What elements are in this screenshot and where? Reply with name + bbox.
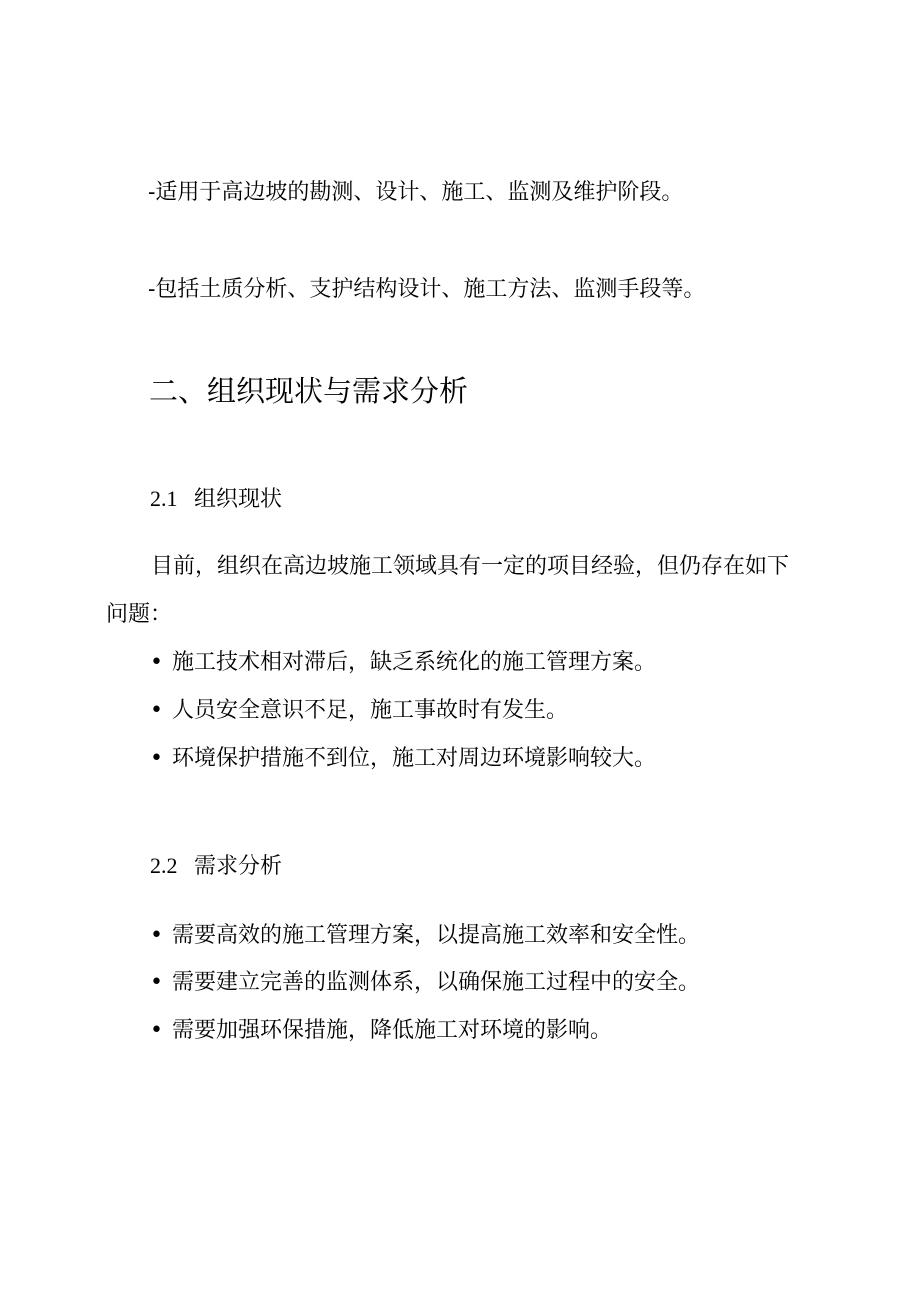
needs-bullet-text: 需要建立完善的监测体系，以确保施工过程中的安全。: [172, 970, 701, 995]
section-2-title: 二、组织现状与需求分析: [149, 374, 469, 408]
needs-bullet-text: 需要加强环保措施，降低施工对环境的影响。: [172, 1018, 613, 1043]
bullet-mark: •: [150, 923, 163, 948]
status-bullet-text: 环境保护措施不到位，施工对周边环境影响较大。: [172, 746, 657, 771]
bullet-mark: •: [150, 650, 163, 675]
status-paragraph-line-2: 问题：: [106, 602, 173, 627]
bullet-mark: •: [150, 698, 163, 723]
subsection-2-2-number: 2.2: [150, 853, 178, 878]
status-bullet-item: [150, 748, 656, 770]
status-paragraph-line-1: 目前，组织在高边坡施工领域具有一定的项目经验，但仍存在如下: [151, 554, 790, 579]
scope-item-content: -包括土质分析、支护结构设计、施工方法、监测手段等。: [148, 277, 706, 302]
subsection-2-1-heading: [150, 488, 282, 511]
needs-bullet-item: [150, 1020, 612, 1042]
status-bullet-item: [150, 652, 656, 674]
subsection-2-2-heading: [150, 855, 282, 878]
scope-item-survey-phases: -适用于高边坡的勘测、设计、施工、监测及维护阶段。: [148, 180, 684, 205]
bullet-mark: •: [150, 970, 163, 995]
status-bullet-item: [150, 700, 568, 722]
bullet-mark: •: [150, 746, 163, 771]
needs-bullet-text: 需要高效的施工管理方案，以提高施工效率和安全性。: [172, 923, 701, 948]
subsection-2-1-number: 2.1: [150, 486, 178, 511]
subsection-2-2-title: 需求分析: [194, 854, 283, 879]
status-bullet-text: 施工技术相对滞后，缺乏系统化的施工管理方案。: [172, 650, 657, 675]
status-bullet-text: 人员安全意识不足，施工事故时有发生。: [172, 698, 569, 723]
needs-bullet-item: [150, 925, 700, 947]
bullet-mark: •: [150, 1018, 163, 1043]
subsection-2-1-title: 组织现状: [194, 487, 283, 512]
needs-bullet-item: [150, 972, 700, 994]
